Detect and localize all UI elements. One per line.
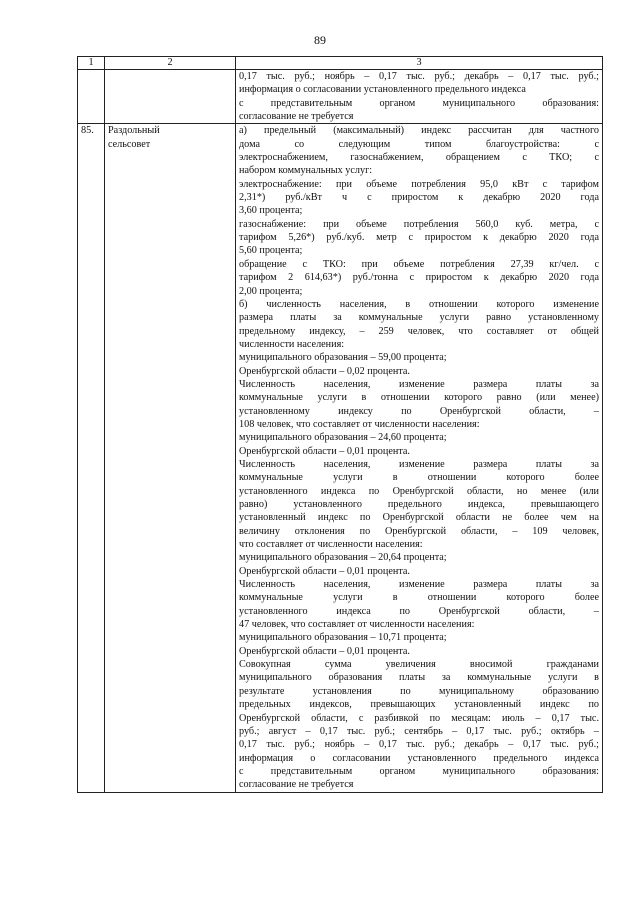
table-header-row <box>78 57 603 70</box>
body-line: коммунальные услуги в отношении которого более <box>239 472 599 484</box>
body-line: муниципального образования платы за коммунальные услуги в <box>239 672 599 684</box>
page-number: 89 <box>314 33 326 47</box>
body-line: Оренбургской области – 0,01 процента. <box>239 445 410 457</box>
body-line: 47 человек, что составляет от численности населения: <box>239 619 475 631</box>
body-line: коммунальные услуги в отношении которого равно (или менее) <box>239 392 599 404</box>
body-line: информация о согласовании установленного предельного индекса <box>239 752 599 764</box>
body-line: 2,31*) руб./кВт ч с приростом к декабрю 2020 года <box>239 192 599 204</box>
body-line: б) численность населения, в отношении которого изменение <box>239 298 599 310</box>
body-line: Оренбургской области, с разбивкой по месяцам: июль – 0,17 тыс. <box>239 712 599 724</box>
body-line: муниципального образования – 10,71 процента; <box>239 632 447 644</box>
index-description-cell <box>236 124 603 792</box>
body-line: Численность населения, изменение размера платы за <box>239 579 599 591</box>
body-line: Численность населения, изменение размера платы за <box>239 378 599 390</box>
body-line: обращение с ТКО: при объеме потребления 27,39 кг/чел. с <box>239 258 599 270</box>
body-line: электроснабжение: при объеме потребления 95,0 кВт с тарифом <box>239 178 599 190</box>
table-row <box>78 124 603 792</box>
continuation-text-cell <box>236 70 603 124</box>
body-line: тарифом 5,26*) руб./куб. метр с приростом к декабрю 2020 года <box>239 232 599 244</box>
body-line: предельных индексов, превышающих установленный индекс по <box>239 699 599 711</box>
body-line: а) предельный (максимальный) индекс рассчитан для частного <box>239 125 599 137</box>
body-line: установленного индекса по Оренбургской области, но менее (или <box>239 485 599 497</box>
body-line: численности населения: <box>239 338 345 350</box>
body-line: что составляет от численности населения: <box>239 539 423 551</box>
body-line: муниципального образования – 59,00 процента; <box>239 352 447 364</box>
body-line: Численность населения, изменение размера платы за <box>239 458 599 470</box>
header-col-3: 3 <box>236 57 603 70</box>
body-line: 108 человек, что составляет от численности населения: <box>239 418 480 430</box>
body-line: Оренбургской области – 0,02 процента. <box>239 365 410 377</box>
header-col-2: 2 <box>105 57 236 70</box>
continuation-line: согласование не требуется <box>239 111 354 123</box>
municipality-name-cell <box>105 124 236 792</box>
body-line: 3,60 процента; <box>239 205 303 217</box>
body-line: равно) установленного предельного индекса, превышающего <box>239 499 599 510</box>
municipality-name-line: сельсовет <box>108 138 151 150</box>
municipality-name-line: Раздольный <box>108 125 160 137</box>
body-line: установленному индексу по Оренбургской области, – <box>239 405 599 417</box>
continuation-line: 0,17 тыс. руб.; ноябрь – 0,17 тыс. руб.; декабрь – 0,17 тыс. руб.; <box>239 71 599 82</box>
body-line: 0,17 тыс. руб.; ноябрь – 0,17 тыс. руб.; декабрь – 0,17 тыс. руб.; <box>239 739 599 751</box>
body-line: 5,60 процента; <box>239 245 303 257</box>
body-line: предельному индексу, – 259 человек, что составляет от общей <box>239 325 599 337</box>
body-line: с представительным органом муниципального образования: <box>239 765 599 777</box>
body-line: коммунальные услуги в отношении которого более <box>239 592 599 604</box>
continuation-line: информация о согласовании установленного предельного индекса <box>239 84 526 96</box>
row-number: 85. <box>78 124 105 792</box>
body-line: Оренбургской области – 0,01 процента. <box>239 645 410 657</box>
continuation-number-cell <box>78 70 105 124</box>
body-line: набором коммунальных услуг: <box>239 165 373 177</box>
continuation-row <box>78 70 603 124</box>
body-line: дома со следующим типом благоустройства: с <box>239 138 599 150</box>
body-line: Оренбургской области – 0,01 процента. <box>239 565 410 577</box>
continuation-name-cell <box>105 70 236 124</box>
body-line: электроснабжением, газоснабжением, обращением с ТКО; с <box>239 152 599 164</box>
body-line: муниципального образования – 20,64 процента; <box>239 552 447 564</box>
body-line: величину отклонения по Оренбургской области, – 109 человек, <box>239 525 599 537</box>
body-line: результате установления по муниципальному образованию <box>239 685 599 697</box>
body-line: газоснабжение: при объеме потребления 560,0 куб. метра, с <box>239 218 599 230</box>
body-line: размера платы за коммунальные услуги равно установленному <box>239 312 599 324</box>
indices-table <box>77 56 603 793</box>
body-line: установленный индекс по Оренбургской области не более чем на <box>239 512 599 524</box>
body-line: Совокупная сумма увеличения вносимой гражданами <box>239 659 599 671</box>
header-col-1: 1 <box>78 57 105 70</box>
continuation-line: с представительным органом муниципального образования: <box>239 97 599 109</box>
body-line: 2,00 процента; <box>239 285 303 297</box>
body-line: муниципального образования – 24,60 процента; <box>239 432 447 444</box>
body-line: установленного индекса по Оренбургской области, – <box>239 605 599 617</box>
body-line: тарифом 2 614,63*) руб./тонна с приростом к декабрю 2020 года <box>239 272 599 284</box>
body-line: согласование не требуется <box>239 779 354 791</box>
body-line: руб.; август – 0,17 тыс. руб.; сентябрь – 0,17 тыс. руб.; октябрь – <box>239 725 599 737</box>
